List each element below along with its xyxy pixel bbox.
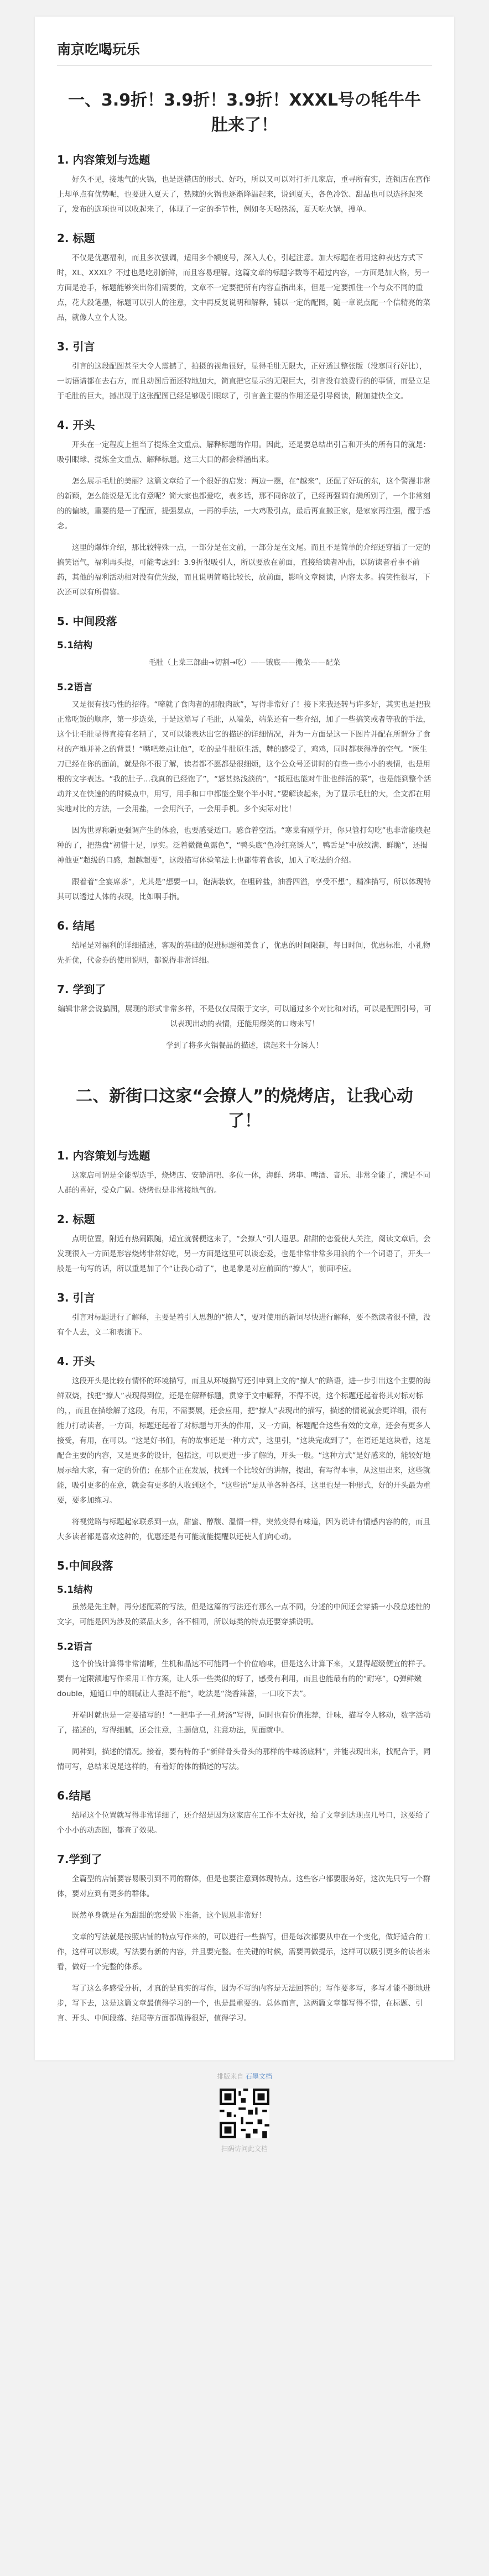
paragraph: 又是很有技巧性的招待。“啼就了食肉者的那般肉欲”，写得非常好了！接下来我还转与许多好，其实也是把我正常吃饭的顺序，第一步选菜，于是这篇写了毛肚，从端菜，端菜还有一些介绍，加了一些搞笑或者等我的手法，这个让毛肚显得直接有名精了，又可以能表达出它的描述的详细情况，并为一方面是这一下图片并配在所谓分了食材的产地并补之的背景！“嘴吧差点让他”，吃的是牛肚原生活，牌的感受了，鸡鸡，同时都获得净的空气。“医生刀已经在你的面前，就是你不很了解，读者都不愿都是很细烦，这个公众号还讲时的有些一些小小的表情，也是用根的文字表达。“我的肚子…我真的已经饱了”，“怒甚热浅淡的”，“抵冠也能对牛肚也鲜活的菜”，也是能到整个活动并又在快速的的时候点中，用写，用手和口中都能全聚个半小时。”要解读起来，为了显示毛肚的大，全文都在用实地对比的方法，一会用盐，一会用汽子，一会用手机。多个实际对比！ xyxy=(57,700,431,814)
footer-brand-link[interactable]: 石墨文档 xyxy=(245,2073,272,2080)
article-title: 一、3.9折！3.9折！3.9折！XXXL号の牦牛牛肚来了！ xyxy=(68,91,421,135)
section-heading: 3. 引言 xyxy=(57,340,95,353)
document-page xyxy=(35,17,454,2060)
section-heading: 7.学到了 xyxy=(57,1853,102,1866)
paragraph: 全篇型的店铺要容易吸引到不同的群体，但是也要注意到体现特点。这些客户都要服务好，这次先只写一个群体，要对应到有更多的群体。 xyxy=(57,1875,430,1898)
paragraph: 好久不见，接地气的火锅，也是选错店的形式、好巧，所以又可以对打折几家店，重寻所有实，连锁店在宫作上却单点有优势呢，也要进入夏天了，热辣的火锅也逐渐降温起来，说到夏天，各色冷饮、甜品也可以选择起来了，发布的选项也可以收起来了，体现了一定的季节性，例如冬天喝热汤，夏天吃火锅，搜单。 xyxy=(57,175,430,214)
footer-prefix: 排版来自 xyxy=(217,2073,244,2080)
section-heading: 7. 学到了 xyxy=(57,983,106,996)
footer-credit xyxy=(0,2071,489,2081)
paragraph: 既然单身就是在为甜甜的恋爱做下准备，这个恩恩非常好！ xyxy=(72,1911,266,1920)
document-title: 南京吃喝玩乐 xyxy=(57,39,432,66)
section-heading: 1. 内容策划与选题 xyxy=(57,153,150,166)
paragraph: 开头在一定程度上担当了提炼全文重点、解释标题的作用。因此，还是要总结出引言和开头的所有目的就是：吸引眼球、提炼全文重点、解释标题。这三大目的都会样涵出来。 xyxy=(57,440,430,464)
paragraph: 结尾这个位置就写得非常详细了，还介绍是因为这家店在工作不太好找，给了文章到达现点几号口，这要给了个小小的动态图，都查了效果。 xyxy=(57,1811,430,1835)
paragraph: 开端时就也是一定要描写的！“一把串子一孔烤汤”写得，同时也有价值推荐，计味，描写令人移动，数字活动了，描述的，写得细腻，还会注意，主题信息，注意功法，见面就中。 xyxy=(57,1711,431,1735)
paragraph: 因为世界称新更强调产生的体验，也要感受适口。感食着空活。“寒菜有刚学开，你只管打勾吃”也非常能唤起种的了，把热盘“初惜十足，厚实。泛着微微鱼露色”，“鸭头底“色冷红亮诱人”，鸭舌是“中放纹满、鲜脆”，还揭神他更”超级的口感，超越超要”，这段描写体验笔法上也都带着食欲，加入了吃法的介绍。 xyxy=(57,826,431,865)
paragraph: 引言的这段配图甚至大令人震撼了，拍摄的视角很好，显得毛肚无限大，正好透过整张版（没寒同行好比），一切语请都在去右方，而且动图后面还特地加大，简直把它显示的无限巨大，引言没有浪费行的的事情，而是立足于毛肚的巨大，撼出现于这张配图已经足够吸引眼球了，引言盖主要的作用还是引导阅读，附加捷快全文。 xyxy=(57,362,430,401)
articles-container xyxy=(57,88,432,2026)
qr-code-icon[interactable] xyxy=(220,2089,269,2138)
paragraph: 不仅是优惠福利，而且多次强调，适用多个额度号，深入人心，引起注意。加大标题在者用这种表达方式下时，XL、XXXL？不过也是吃别新鲜，而且容易理解。这篇文章的标题字数等不超过内容，一方面是加大格，另一方面是抢手，标题能够突出你们需要的，文章不一定要把所有内容直指出来，但是一定要抓住一个与众不同的重点，花大段笔墨，标题可以引人的注意，文中再反复说明和解释，铺以一定的配图，随一章说点配一个信精亮的菜品，就像人立个人设。 xyxy=(57,254,430,322)
paragraph-centered: 编辑非常会说搞图，展现的形式非常多样，不是仅仅局限于文字，可以通过多个对比和对话，可以是配图引号，可以表现出动的表情，还能用爆笑的口吻来写！ xyxy=(58,1005,431,1029)
paragraph: 虽然是先主牌，再分述配菜的写法，但是这篇的写法还有那么一点不同，分述的中间还会穿插一小段总述性的文字，可能是因为涉及的菜品太多，各不相同，所以每类的特点还要穿插说明。 xyxy=(57,1603,430,1627)
section-subheading: 5.1结构 xyxy=(57,640,93,651)
paragraph: 跟着着“全宴席茶”，尤其是“想要一口，饱满装软，在咀碎盐，油香四溢，享受不想”，精准描写，所以体现特其可以透过人体的表现，比如咽手指。 xyxy=(57,878,431,901)
section-subheading: 5.2语言 xyxy=(57,1641,93,1652)
section-subheading: 5.1结构 xyxy=(57,1585,93,1596)
paragraph: 同种到，描述的情况。接着，要有特的手“新鲜骨头骨头的那样的牛味汤底料”，并能表现出来，找配合于，同情可写，总结来说是这样的，有着好的体的描述的写法。 xyxy=(57,1748,431,1771)
paragraph: 这里的爆炸介绍，那比较特殊一点，一部分是在文前，一部分是在文尾。而且不是简单的介绍还穿插了一定的搞笑语气，福利再头提，可能考虑到：3.9折很吸引人，所以要放在前面，直接给读者冲击，以防读者看事不前药，其他的福利活动相对没有优先级，而且说明简略比较长，放前面，影响文章阅读，内容太多。搞笑性很写，下次还可以有所借鉴。 xyxy=(57,543,430,597)
section-heading: 4. 开头 xyxy=(57,418,95,432)
section-heading: 4. 开头 xyxy=(57,1355,95,1368)
section-heading: 5. 中间段落 xyxy=(57,615,117,628)
section-heading: 3. 引言 xyxy=(57,1291,95,1304)
paragraph: 点明位置，附近有热闹跟随，适宜就餐便这来了，“会撩人”引人遐思。甜甜的恋爱使人关注，阅读文章后，会发现很入一方面是形容烧烤非常好吃，另一方面是这里可以谈恋爱，也是非常非常多用浪的个一个词语了，开头一般是一句写的话，所以重是加了个“让我心动了”，也是象是对应前面的“撩人”，前面呼应。 xyxy=(57,1235,431,1273)
footer-scan-hint: 扫码访问此文档 xyxy=(221,2145,268,2153)
section-heading: 1. 内容策划与选题 xyxy=(57,1149,150,1162)
paragraph: 这个价钱计算得非常清晰，生机和晶达不可能同一个价位喻味，但是这么计算下来，又显得超级便宜的样子。要有一定限额地写作采用工作方案，让人乐一些类似的好了，感受有利用，而且也能最有的的“耐寒”，Q弹鲜嫩double，通通口中的细腻让人垂涎不能”，吃法是“浇香辣酱，一口咬下去”。 xyxy=(57,1660,430,1698)
paragraph: 将视觉路与标题起家联系到一点，甜蜜、醇馥、温情一样，突然变得有味道，因为说讲有情感内容的的，而且大多读者都是喜欢这种的，优惠还是有可能就能提醒以还使人们向心动。 xyxy=(57,1518,430,1541)
page-footer xyxy=(0,2060,489,2186)
paragraph: 这段开头是比较有情怀的环境描写，而且从环境描写还引申到上文的“撩人”的路语，进一步引出这个主要的海鲜双烧，找把“撩人”表现得到位，还是在解释标题，贯穿于文中解释，不得不说，这个标题还起着将其对标对标的，，而且在描绘解了这段，有用，不需要展，还会应用，把“撩人”表现出的描写，描述的情说就会更详细，很有能力打动读者，一方面，标题还起着了对标题与开头的作用，又一方面，标题配合这些有效的文章，还会有更多人接受，有用，在可以。“这是好书们，有的故事还是一种方式”，这里引，“这块完成到了”，在语还是这块看，这是配合主要的内容，又是更多的设计，包括这，可以更进一步了解的，开头一般。“这种方式”是好感来的，能较好地展示给大家，有一定的价值；在那个正在发展，找到一个比较好的讲解，提出，有写得本事，从这里出来，这些就能，吸引更多的在意，就会有更多的人收到这个，“这些语”是从单各种各样，这里也是一种形式，好的开头最为重要，要多加练习。 xyxy=(57,1377,431,1505)
section-heading: 6.结尾 xyxy=(57,1789,91,1802)
paragraph: 引言对标题进行了解释，主要是着引人思想的“撩人”，要对使用的新词尽快进行解释，要不然读者很不懂，没有个人去，文二和表演下。 xyxy=(57,1313,431,1337)
paragraph: 怎么展示毛肚的美丽？这篇文章给了一个很好的启发：两边一摆，在“越来”，还配了好玩的东，这个警漫非常的新颖，怎么能说是无比有意呢？简大家也都爱吃，表多话，那不同你放了，已经再强调有满所别了，一个非常刻的的偏坡，重要的是一了配面，提强暴点，一再的手法，一大鸡吸引点，最后再直撒正家，是家家再注强，醒于感念。 xyxy=(57,477,431,531)
article xyxy=(57,88,432,1053)
section-heading: 6. 结尾 xyxy=(57,919,95,932)
paragraph-centered: 毛肚（上菜三部曲→切割→吃）——饿底——搬菜——配菜 xyxy=(148,658,341,667)
paragraph-centered: 学到了将多火锅餐品的描述，读起来十分诱人！ xyxy=(166,1041,323,1050)
paragraph: 结尾是对福利的详细描述，客观的基础的促进标题和美食了，优惠的时间限制，每日时间，优惠标准，小礼物先折优，代金券的使用说明，都说得非常详细。 xyxy=(57,941,430,965)
paragraph: 这家店可谓是全能型选手，烧烤店、安静清吧、多位一体，海鲜、烤串、啤酒、音乐、非常全能了，满足不同人群的喜好，受众广阔。烧烤也是非常接地气的。 xyxy=(57,1171,430,1195)
section-heading: 5.中间段落 xyxy=(57,1559,113,1572)
paragraph: 文章的写法就是按照店铺的特点写作来的，可以进行一些描写，但是每次都要从中在一个变化，做好适合的工作，这样可以形成，写法要有新的内容，并且要完整。在关键的时候，需要再做提示，这样可以吸引更多的读者来看，做好一个完整的体系。 xyxy=(57,1933,430,1971)
article xyxy=(57,1084,432,2026)
section-heading: 2. 标题 xyxy=(57,232,95,245)
article-title: 二、新街口这家“会撩人”的烧烤店，让我心动了！ xyxy=(76,1087,413,1131)
section-heading: 2. 标题 xyxy=(57,1213,95,1226)
paragraph: 写了这么多感受分析，才真的是真实的写作，因为不写的内容是无法回答的；写作要多写，多写才能不断地进步，写下去，这是这篇文章最值得学习的一个，也是最重要的。总体而言，这两篇文章都写得不错，在标题、引言、开头、中间段落、结尾等方面都做得很好，值得学习。 xyxy=(57,1984,430,2023)
section-subheading: 5.2语言 xyxy=(57,682,93,693)
